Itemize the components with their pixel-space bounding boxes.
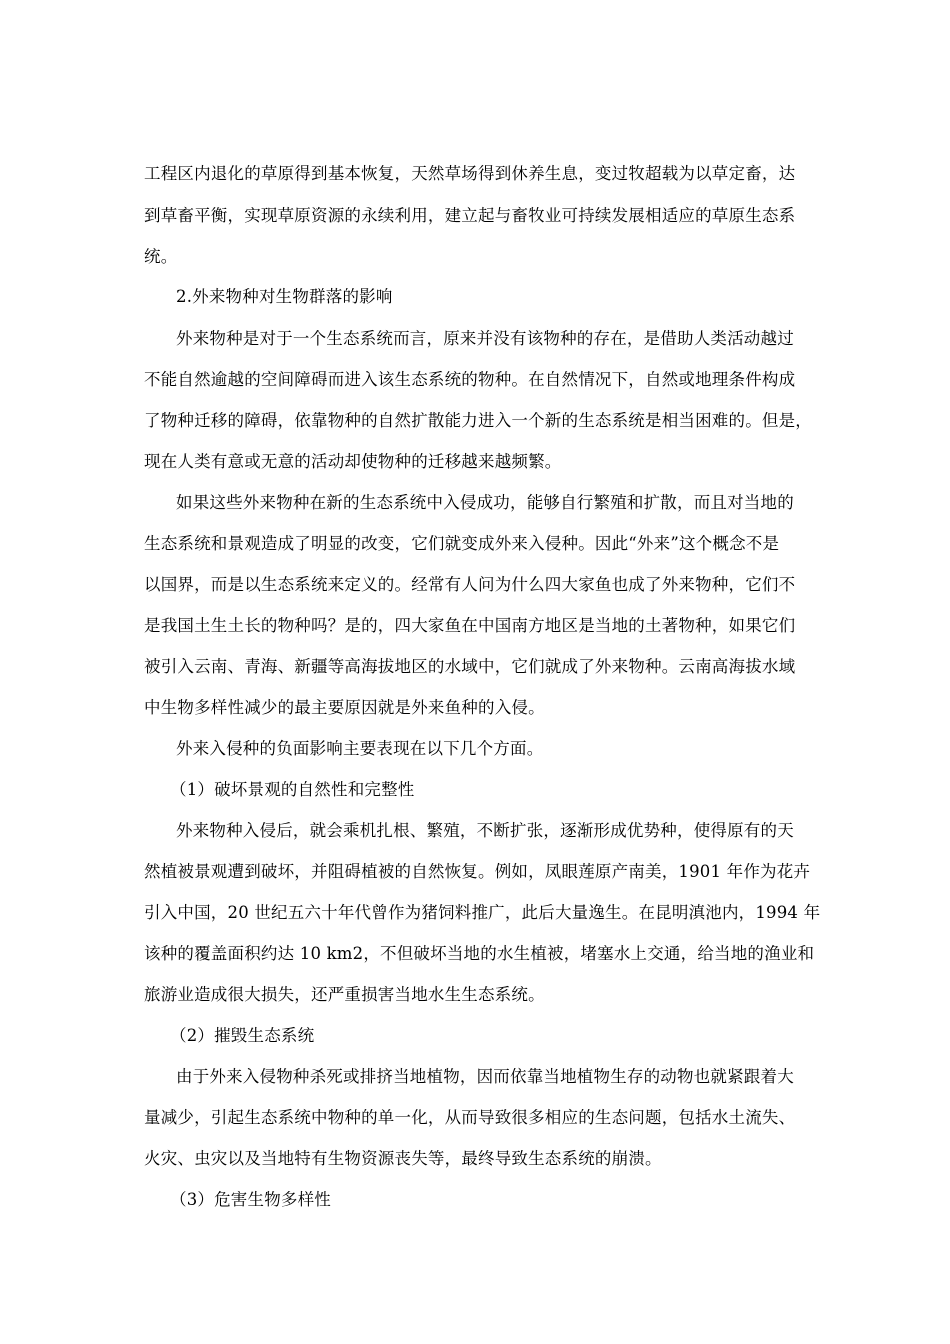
- paragraph-line: 中生物多样性减少的最主要原因就是外来鱼种的入侵。: [144, 698, 545, 717]
- paragraph-line: 外来入侵种的负面影响主要表现在以下几个方面。: [176, 739, 544, 758]
- subheading: （3）危害生物多样性: [170, 1190, 331, 1209]
- section-heading: 2.外来物种对生物群落的影响: [176, 287, 393, 306]
- paragraph-line: 生态系统和景观造成了明显的改变，它们就变成外来入侵种。因此“外来”这个概念不是: [144, 534, 780, 553]
- subheading: （2）摧毁生态系统: [170, 1026, 315, 1045]
- subheading: （1）破坏景观的自然性和完整性: [170, 780, 415, 799]
- paragraph-line: 火灾、虫灾以及当地特有生物资源丧失等，最终导致生态系统的崩溃。: [144, 1149, 662, 1168]
- paragraph-line: 不能自然逾越的空间障碍而进入该生态系统的物种。在自然情况下，自然或地理条件构成: [144, 370, 796, 389]
- paragraph-line: 到草畜平衡，实现草原资源的永续利用，建立起与畜牧业可持续发展相适应的草原生态系: [144, 206, 796, 225]
- paragraph-line: 统。: [144, 247, 178, 266]
- paragraph-line: 被引入云南、青海、新疆等高海拔地区的水域中，它们就成了外来物种。云南高海拔水域: [144, 657, 796, 676]
- paragraph-line: 如果这些外来物种在新的生态系统中入侵成功，能够自行繁殖和扩散，而且对当地的: [176, 493, 794, 512]
- paragraph-line: 外来物种入侵后，就会乘机扎根、繁殖，不断扩张，逐渐形成优势种，使得原有的天: [176, 821, 794, 840]
- paragraph-line: 以国界，而是以生态系统来定义的。经常有人问为什么四大家鱼也成了外来物种，它们不: [144, 575, 796, 594]
- paragraph-line: 了物种迁移的障碍，依靠物种的自然扩散能力进入一个新的生态系统是相当困难的。但是，: [144, 411, 812, 430]
- paragraph-line: 外来物种是对于一个生态系统而言，原来并没有该物种的存在，是借助人类活动越过: [176, 329, 794, 348]
- paragraph-line: 引入中国，20 世纪五六十年代曾作为猪饲料推广，此后大量逸生。在昆明滇池内，1994 年: [144, 903, 821, 922]
- paragraph-line: 该种的覆盖面积约达 10 km2，不但破坏当地的水生植被，堵塞水上交通，给当地的渔业和: [144, 944, 815, 963]
- paragraph-line: 现在人类有意或无意的活动却使物种的迁移越来越频繁。: [144, 452, 562, 471]
- paragraph-line: 旅游业造成很大损失，还严重损害当地水生生态系统。: [144, 985, 545, 1004]
- paragraph-line: 工程区内退化的草原得到基本恢复，天然草场得到休养生息，变过牧超载为以草定畜，达: [144, 164, 796, 183]
- paragraph-line: 然植被景观遭到破坏，并阻碍植被的自然恢复。例如，凤眼莲原产南美，1901 年作为花卉: [144, 862, 811, 881]
- paragraph-line: 是我国土生土长的物种吗？是的，四大家鱼在中国南方地区是当地的土著物种，如果它们: [144, 616, 796, 635]
- paragraph-line: 量减少，引起生态系统中物种的单一化，从而导致很多相应的生态问题，包括水土流失、: [144, 1108, 796, 1127]
- paragraph-line: 由于外来入侵物种杀死或排挤当地植物，因而依靠当地植物生存的动物也就紧跟着大: [176, 1067, 794, 1086]
